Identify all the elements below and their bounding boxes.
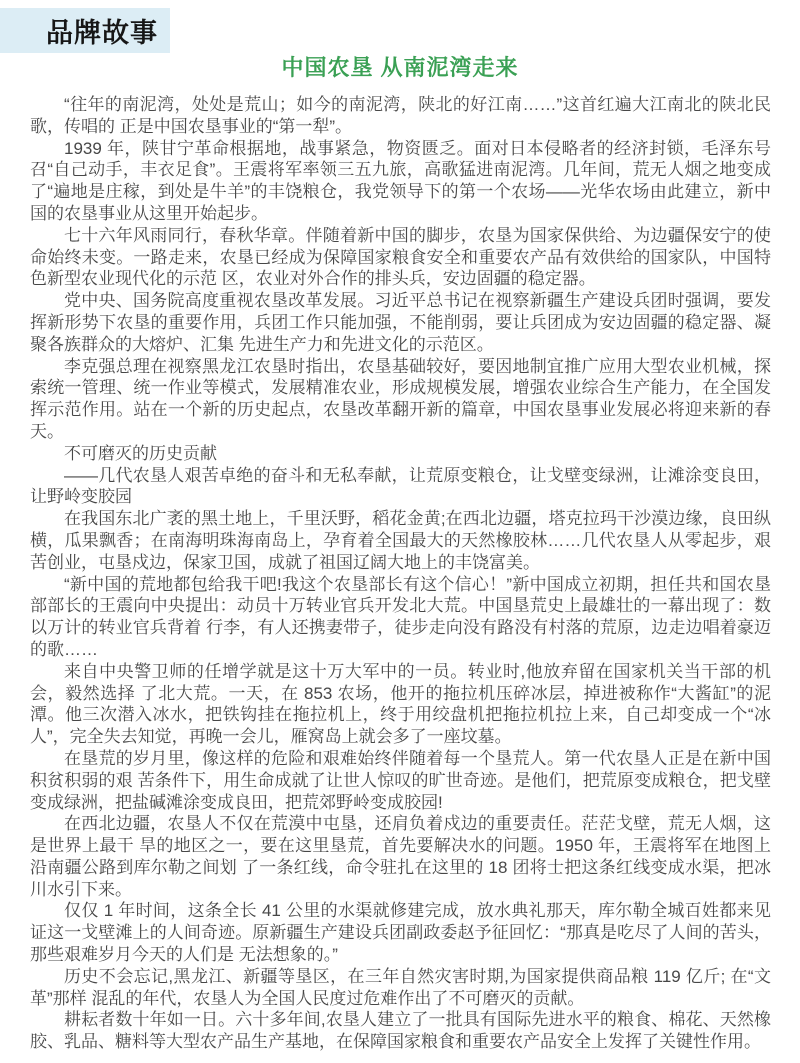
- paragraph: 七十六年风雨同行，春秋华章。伴随着新中国的脚步，农垦为国家保供给、为边疆保安宁的使命始终未变。一路走来，农垦已经成为保障国家粮食安全和重要农产品有效供给的国家队，中国特色新型农业现代化的示范 区，农业对外合作的排头兵，安边固疆的稳定器。: [30, 225, 771, 289]
- paragraph: 不可磨灭的历史贡献: [64, 443, 217, 463]
- paragraph: 在我国东北广袤的黑土地上，千里沃野，稻花金黄;在西北边疆，塔克拉玛干沙漠边缘，良田纵横，瓜果飘香；在南海明珠海南岛上，孕育着全国最大的天然橡胶林……几代农垦人从零起步，艰苦创业，屯垦戍边，保家卫国，成就了祖国辽阔大地上的丰饶富美。: [30, 509, 771, 572]
- paragraph: 党中央、国务院高度重视农垦改革发展。习近平总书记在视察新疆生产建设兵团时强调，要发挥新形势下农垦的重要作用，兵团工作只能加强，不能削弱，要让兵团成为安边固疆的稳定器、凝聚各族群众的大熔炉、汇集 先进生产力和先进文化的示范区。: [30, 291, 771, 354]
- article-body: [30, 94, 771, 1053]
- paragraph: 在垦荒的岁月里，像这样的危险和艰难始终伴随着每一个垦荒人。第一代农垦人正是在新中国积贫积弱的艰 苦条件下，用生命成就了让世人惊叹的旷世奇迹。是他们，把荒原变成粮仓，把戈壁变成绿洲，把盐碱滩涂变成良田，把荒郊野岭变成胶园!: [30, 748, 771, 812]
- paragraph: 仅仅 1 年时间，这条全长 41 公里的水渠就修建完成，放水典礼那天，库尔勒全城百姓都来见证这一戈壁滩上的人间奇迹。原新疆生产建设兵团副政委赵予征回忆：“那真是吃尽了人间的苦头，那些艰难岁月今天的人们是 无法想象的。”: [30, 901, 771, 965]
- section-badge-label: 品牌故事: [46, 18, 158, 48]
- paragraph: 历史不会忘记,黑龙江、新疆等垦区，在三年自然灾害时期,为国家提供商品粮 119 亿斤; 在“文革”那样 混乱的年代，农垦人为全国人民度过危难作出了不可磨灭的贡献。: [30, 966, 771, 1008]
- page-title: 中国农垦 从南泥湾走来: [281, 55, 519, 80]
- paragraph: “往年的南泥湾，处处是荒山；如今的南泥湾，陕北的好江南……”这首红遍大江南北的陕北民歌，传唱的 正是中国农垦事业的“第一犁”。: [30, 95, 771, 136]
- paragraph: 耕耘者数十年如一日。六十多年间,农垦人建立了一批具有国际先进水平的粮食、棉花、天然橡胶、乳品、糖料等大型农产品生产基地，在保障国家粮食和重要农产品安全上发挥了关键性作用。: [30, 1010, 771, 1052]
- section-badge: [0, 8, 170, 53]
- paragraph: 李克强总理在视察黑龙江农垦时指出，农垦基础较好，要因地制宜推广应用大型农业机械，探索统一管理、统一作业等模式，发展精准农业，形成规模发展，增强农业综合生产能力，在全国发挥示范作用。站在一个新的历史起点，农垦改革翻开新的篇章，中国农垦事业发展必将迎来新的春天。: [30, 356, 771, 441]
- paragraph: 1939 年，陕甘宁革命根据地，战事紧急，物资匮乏。面对日本侵略者的经济封锁，毛泽东号召“自己动手，丰衣足食”。王震将军率领三五九旅，高歌猛进南泥湾。几年间，荒无人烟之地变成了“遍地是庄稼，到处是牛羊”的丰饶粮仓，我党领导下的第一个农场——光华农场由此建立，新中国的农垦事业从这里开始起步。: [30, 138, 771, 223]
- paragraph: “新中国的荒地都包给我干吧!我这个农垦部长有这个信心！”新中国成立初期，担任共和国农垦部部长的王震向中央提出：动员十万转业官兵开发北大荒。中国垦荒史上最雄壮的一幕出现了：数以万计的转业官兵背着 行李，有人还携妻带子，徒步走向没有路没有村落的荒原，边走边唱着豪迈的歌……: [30, 574, 771, 659]
- paragraph: ——几代农垦人艰苦卓绝的奋斗和无私奉献，让荒原变粮仓，让戈壁变绿洲，让滩涂变良田，让野岭变胶园: [30, 465, 771, 507]
- paragraph: 来自中央警卫师的任增学就是这十万大军中的一员。转业时,他放弃留在国家机关当干部的机会，毅然选择 了北大荒。一天，在 853 农场，他开的拖拉机压碎冰层，掉进被称作“大酱缸”的泥潭。他三次潜入冰水，把铁钩挂在拖拉机上，终于用绞盘机把拖拉机拉上来，自己却变成一个“冰人”，完全失去知觉，再晚一会儿，雁窝岛上就会多了一座坟墓。: [30, 661, 771, 747]
- paragraph: 在西北边疆，农垦人不仅在荒漠中屯垦，还肩负着戍边的重要责任。茫茫戈壁，荒无人烟，这是世界上最干 旱的地区之一，要在这里垦荒，首先要解决水的问题。1950 年，王震将军在地图上沿南疆公路到库尔勒之间划 了一条红线，命令驻扎在这里的 18 团将士把这条红线变成水渠，把冰川水引下来。: [30, 814, 771, 899]
